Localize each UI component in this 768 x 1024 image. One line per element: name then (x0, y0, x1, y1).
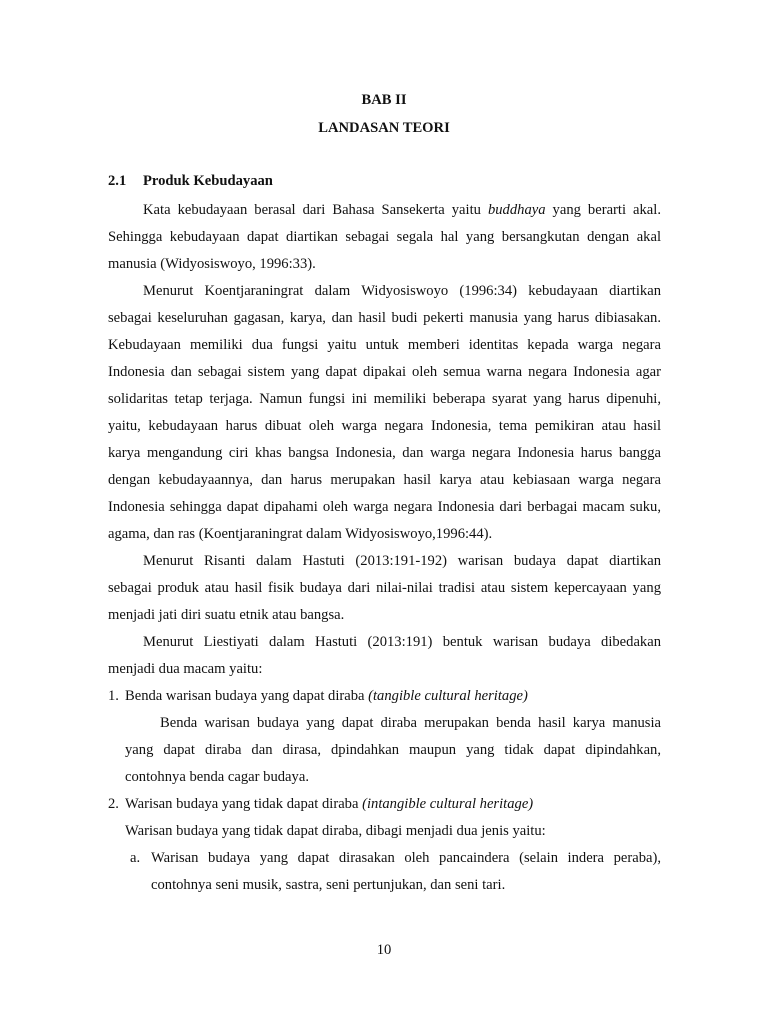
paragraph-2-line-4: Indonesia dan sebagai sistem yang dapat dipakai oleh semua warna negara Indonesia agar (108, 364, 661, 380)
list-item-2-number: 2. (108, 796, 119, 812)
paragraph-2-line-5: solidaritas tetap terjaga. Namun fungsi ini memiliki beberapa syarat yang harus dipenuhi, (108, 391, 661, 407)
sub-item-a-line-1: Warisan budaya yang dapat dirasakan oleh pancaindera (selain indera peraba), (151, 850, 661, 866)
paragraph-2-line-10: agama, dan ras (Koentjaraningrat dalam Widyosiswoyo,1996:44). (108, 526, 493, 542)
paragraph-1-line-2: Sehingga kebudayaan dapat diartikan sebagai segala hal yang bersangkutan dengan akal (108, 229, 661, 245)
sub-item-a-line-2: contohnya seni musik, sastra, seni pertunjukan, dan seni tari. (151, 877, 506, 893)
sub-item-a-letter: a. (130, 850, 141, 866)
list-item-1-desc-line-1: Benda warisan budaya yang dapat diraba merupakan benda hasil karya manusia (160, 715, 661, 731)
paragraph-2-line-2: sebagai keseluruhan gagasan, karya, dan hasil budi pekerti manusia yang harus dibiasakan. (108, 310, 661, 326)
paragraph-2-line-8: dengan kebudayaannya, dan harus merupakan hasil karya atau kebiasaan warga negara (108, 472, 661, 488)
page-number: 10 (376, 942, 392, 958)
list-item-1-desc-line-3: contohnya benda cagar budaya. (125, 769, 309, 785)
list-item-1-title: Benda warisan budaya yang dapat diraba (tangible cultural heritage) (125, 688, 528, 704)
paragraph-2-line-6: yaitu, kebudayaan harus dibuat oleh warga negara Indonesia, tema pemikiran atau hasil (108, 418, 661, 434)
list-item-2-title: Warisan budaya yang tidak dapat diraba (intangible cultural heritage) (125, 796, 534, 812)
paragraph-1-line-1: Kata kebudayaan berasal dari Bahasa Sansekerta yaitu buddhaya yang berarti akal. (143, 202, 661, 218)
paragraph-3-line-1: Menurut Risanti dalam Hastuti (2013:191-192) warisan budaya dapat diartikan (143, 553, 661, 569)
paragraph-2-line-3: Kebudayaan memiliki dua fungsi yaitu untuk memberi identitas kepada warga negara (108, 337, 661, 353)
section-title: Produk Kebudayaan (143, 173, 273, 189)
list-item-1-number: 1. (108, 688, 119, 704)
paragraph-1-line-3: manusia (Widyosiswoyo, 1996:33). (108, 256, 316, 272)
paragraph-3-line-2: sebagai produk atau hasil fisik budaya dari nilai-nilai tradisi atau sistem kepercayaan yang (108, 580, 661, 596)
chapter-label: BAB II (361, 92, 407, 108)
section-number: 2.1 (108, 173, 127, 189)
list-item-2-desc-line-1: Warisan budaya yang tidak dapat diraba, dibagi menjadi dua jenis yaitu: (125, 823, 546, 839)
list-item-1-desc-line-2: yang dapat diraba dan dirasa, dpindahkan maupun yang tidak dapat dipindahkan, (125, 742, 661, 758)
paragraph-4-line-2: menjadi dua macam yaitu: (108, 661, 263, 677)
paragraph-4-line-1: Menurut Liestiyati dalam Hastuti (2013:191) bentuk warisan budaya dibedakan (143, 634, 661, 650)
chapter-title: LANDASAN TEORI (318, 120, 450, 136)
paragraph-3-line-3: menjadi jati diri suatu etnik atau bangsa. (108, 607, 345, 623)
paragraph-2-line-9: Indonesia sehingga dapat dipahami oleh warga negara Indonesia dari berbagai macam suku, (108, 499, 661, 515)
paragraph-2-line-7: karya mengandung ciri khas bangsa Indonesia, dan warga negara Indonesia harus bangga (108, 445, 661, 461)
paragraph-2-line-1: Menurut Koentjaraningrat dalam Widyosiswoyo (1996:34) kebudayaan diartikan (143, 283, 661, 299)
